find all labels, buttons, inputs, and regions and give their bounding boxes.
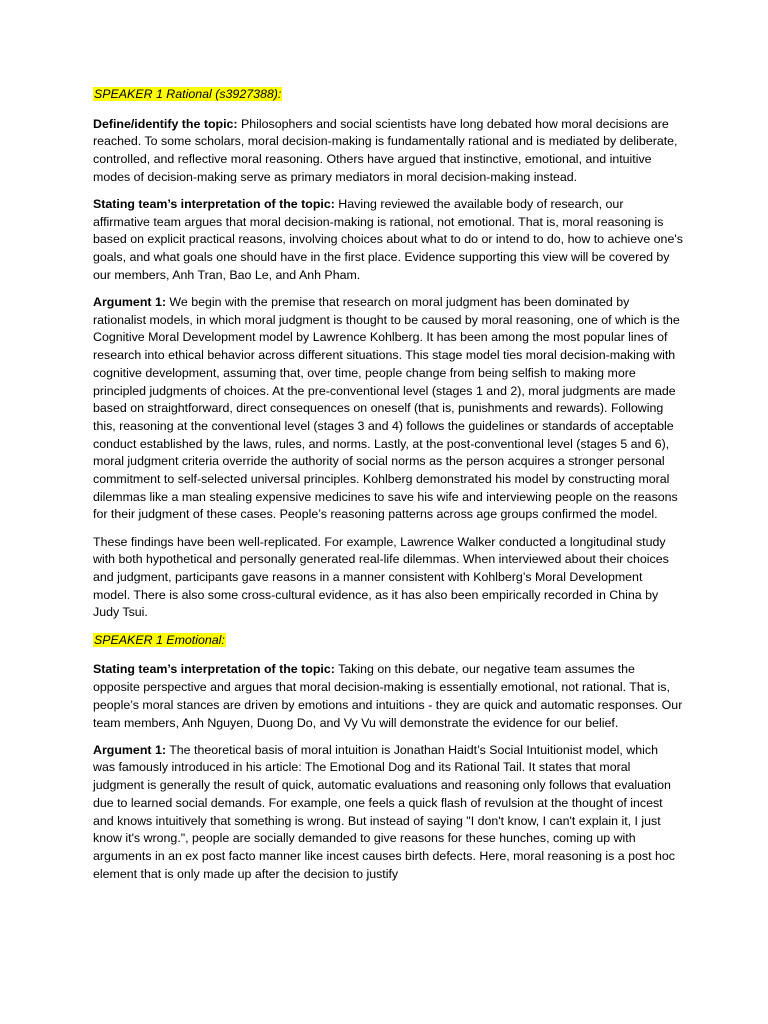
- paragraph-define-topic: [93, 116, 683, 187]
- paragraph-text: Having reviewed the available body of research, our affirmative team argues that moral decision-making is rational, not emotional. That is, moral reasoning is based on explicit practical reasons, involving choices about what to do or intend to do, how to achieve one's goals, and what goals one should have in the first place. Evidence supporting this view will be covered by our members, Anh Tran, Bao Le, and Anh Pham.: [93, 197, 683, 282]
- paragraph-lead: Stating team’s interpretation of the topic:: [93, 662, 335, 677]
- paragraph-argument-1: [93, 742, 683, 884]
- paragraph-text: These findings have been well-replicated. For example, Lawrence Walker conducted a longitudinal study with both hypothetical and personally generated real-life dilemmas. When interviewed about their choices and judgment, participants gave reasons in a manner consistent with Kohlberg’s Moral Development model. There is also some cross-cultural evidence, as it has also been empirically recorded in China by Judy Tsui.: [93, 534, 669, 620]
- highlighted-heading-text: SPEAKER 1 Emotional:: [94, 632, 225, 647]
- paragraph-text: The theoretical basis of moral intuition is Jonathan Haidt’s Social Intuitionist model, which was famously introduced in his article: The Emotional Dog and its Rational Tail. It states that moral judgment is generally the result of quick, automatic evaluations and reasoning only follows that evaluation due to learned social demands. For example, one feels a quick flash of revulsion at the thought of incest and knows intuitively that something is wrong. But instead of saying "I don't know, I can't explain it, I just know it's wrong.", people are socially demanded to give reasons for these hunches, coming up with arguments in an ex post facto manner like incest causes birth defects. Here, moral reasoning is a post hoc element that is only made up after the decision to justify: [93, 742, 675, 881]
- paragraph-lead: Argument 1:: [93, 295, 166, 310]
- paragraph-lead: Define/identify the topic:: [93, 116, 238, 131]
- section-speaker-1-emotional: [93, 632, 683, 884]
- paragraph-replication: [93, 534, 683, 623]
- paragraph-text: Taking on this debate, our negative team assumes the opposite perspective and argues that moral decision-making is essentially emotional, not rational. That is, people’s moral stances are driven by emotions and intuitions - they are quick and automatic responses. Our team members, Anh Nguyen, Duong Do, and Vy Vu will demonstrate the evidence for our belief.: [93, 662, 683, 730]
- paragraph-lead: Argument 1:: [93, 742, 166, 757]
- speaker-heading: [93, 632, 683, 650]
- document-page: [93, 86, 683, 893]
- paragraph-lead: Stating team’s interpretation of the topic:: [93, 197, 335, 212]
- paragraph-text: We begin with the premise that research on moral judgment has been dominated by rationalist models, in which moral judgment is thought to be caused by moral reasoning, one of which is the Cognitive Moral Development model by Lawrence Kohlberg. It has been among the most popular lines of research into ethical behavior across different situations. This stage model ties moral decision-making with cognitive development, assuming that, over time, people change from being selfish to making more principled judgments of choices. At the pre-conventional level (stages 1 and 2), moral judgments are made based on straightforward, direct consequences on oneself (that is, punishments and rewards). Following this, reasoning at the conventional level (stages 3 and 4) follows the guidelines or standards of acceptable conduct established by the laws, rules, and norms. Lastly, at the post-conventional level (stages 5 and 6), moral judgment criteria override the authority of social norms as the person acquires a stronger personal commitment to self-selected universal principles. Kohlberg demonstrated his model by constructing moral dilemmas like a man stealing expensive medicines to save his wife and interviewing people on the reasons for their judgment of these cases. People’s reasoning patterns across age groups confirmed the model.: [93, 295, 680, 522]
- paragraph-text: Philosophers and social scientists have long debated how moral decisions are reached. To some scholars, moral decision-making is fundamentally rational and is mediated by deliberate, controlled, and reflective moral reasoning. Others have argued that instinctive, emotional, and intuitive modes of decision-making serve as primary mediators in moral decision-making instead.: [93, 116, 678, 184]
- section-speaker-1-rational: [93, 86, 683, 622]
- paragraph-team-interpretation: [93, 196, 683, 285]
- highlighted-heading-text: SPEAKER 1 Rational (s3927388):: [94, 87, 282, 101]
- paragraph-team-interpretation: [93, 661, 683, 732]
- speaker-heading: [93, 86, 683, 104]
- paragraph-argument-1: [93, 294, 683, 524]
